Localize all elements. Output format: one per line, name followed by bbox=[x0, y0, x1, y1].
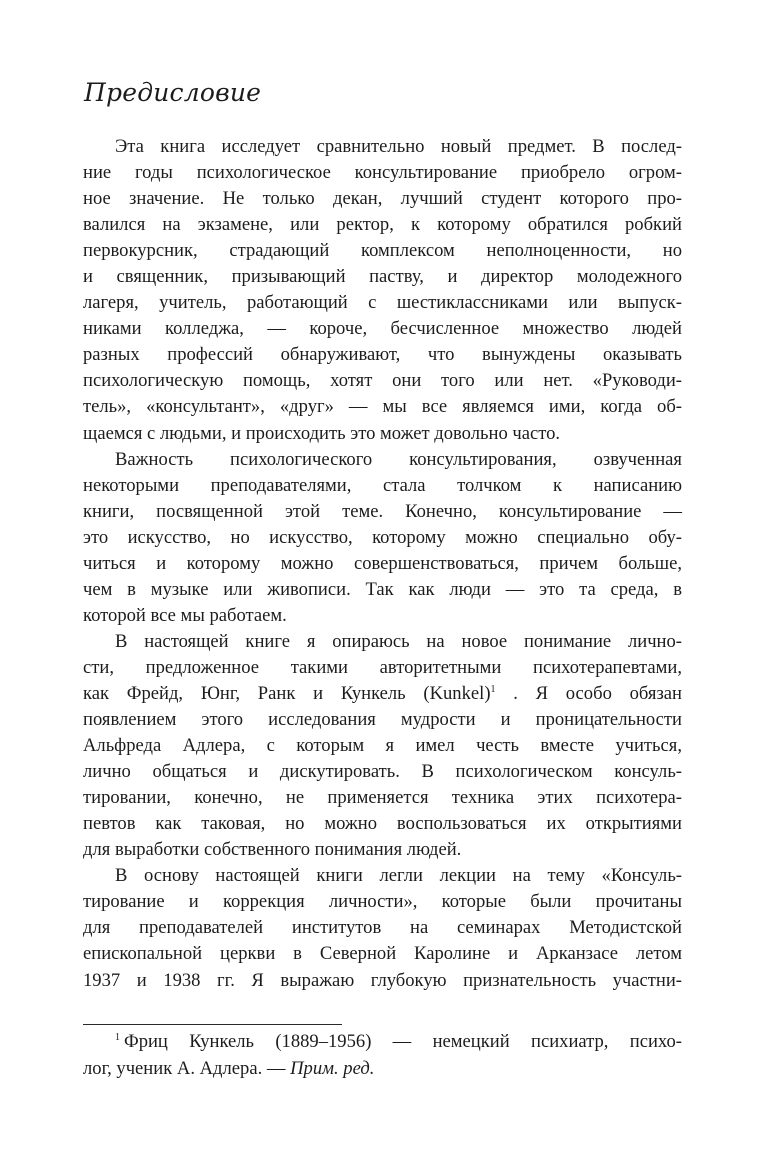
footnote-text: Фриц Кункель (1889–1956) — немецкий психиатр, психо- bbox=[124, 1031, 682, 1052]
text-line: ное значение. Не только декан, лучший студент которого про- bbox=[83, 188, 682, 210]
footnote-divider bbox=[83, 1024, 342, 1025]
footnote-text: лог, ученик А. Адлера. — bbox=[83, 1058, 291, 1079]
text-segment: . Я особо обязан bbox=[495, 682, 682, 704]
editor-note: Прим. ред. bbox=[290, 1058, 375, 1079]
text-line: для выработки собственного понимания людей. bbox=[83, 839, 462, 861]
text-segment: как Фрейд, Юнг, Ранк и Кункель (Kunkel) bbox=[83, 682, 491, 704]
footnote-line bbox=[83, 1028, 682, 1055]
text-line: никами колледжа, — короче, бесчисленное множество людей bbox=[83, 318, 682, 340]
text-line: разных профессий обнаруживают, что вынуждены оказывать bbox=[83, 344, 682, 366]
text-line: Альфреда Адлера, с которым я имел честь вместе учиться, bbox=[83, 735, 682, 757]
footnote bbox=[83, 1028, 682, 1082]
text-line: которой все мы работаем. bbox=[83, 604, 287, 626]
text-line: для преподавателей институтов на семинарах Методистской bbox=[83, 917, 682, 939]
text-line: лично общаться и дискутировать. В психологическом консуль- bbox=[83, 761, 682, 783]
footnote-marker: 1 bbox=[115, 1032, 120, 1043]
text-line: тировании, конечно, не применяется техника этих психотера- bbox=[83, 787, 682, 809]
text-line: книги, посвященной этой теме. Конечно, консультирование — bbox=[83, 500, 682, 522]
text-line: 1937 и 1938 гг. Я выражаю глубокую признательность участни- bbox=[83, 969, 682, 991]
text-line: это искусство, но искусство, которому можно специально обу- bbox=[83, 526, 682, 548]
text-line: некоторыми преподавателями, стала толчком к написанию bbox=[83, 474, 682, 496]
text-line: и священник, призывающий паству, и директор молодежного bbox=[83, 266, 682, 288]
text-line: читься и которому можно совершенствоваться, причем больше, bbox=[83, 552, 682, 574]
text-line-with-footnote bbox=[83, 681, 682, 707]
text-line: ние годы психологическое консультирование приобрело огром- bbox=[83, 162, 682, 184]
text-line: лагеря, учитель, работающий с шестиклассниками или выпуск- bbox=[83, 292, 682, 314]
text-line: епископальной церкви в Северной Каролине и Арканзасе летом bbox=[83, 943, 682, 965]
text-line: тель», «консультант», «друг» — мы все являемся ими, когда об- bbox=[83, 396, 682, 418]
text-line: появлением этого исследования мудрости и проницательности bbox=[83, 709, 682, 731]
text-line: сти, предложенное такими авторитетными психотерапевтами, bbox=[83, 656, 682, 678]
text-line: Эта книга исследует сравнительно новый предмет. В послед- bbox=[115, 136, 682, 157]
footnote-reference[interactable]: 1 bbox=[490, 683, 496, 695]
text-line: психологическую помощь, хотят они того или нет. «Руководи- bbox=[83, 370, 682, 392]
text-line: первокурсник, страдающий комплексом неполноценности, но bbox=[83, 240, 682, 262]
main-text bbox=[83, 134, 682, 994]
text-line: В основу настоящей книги легли лекции на тему «Консуль- bbox=[115, 865, 682, 887]
footnote-line bbox=[83, 1055, 682, 1082]
text-line: щаемся с людьми, и происходить это может довольно часто. bbox=[83, 422, 561, 444]
text-line: валился на экзамене, или ректор, к которому обратился робкий bbox=[83, 214, 682, 236]
chapter-heading: Предисловие bbox=[84, 78, 262, 107]
text-line: В настоящей книге я опираюсь на новое понимание лично- bbox=[115, 630, 682, 652]
text-line: певтов как таковая, но можно воспользоваться их открытиями bbox=[83, 813, 682, 835]
text-line: чем в музыке или живописи. Так как люди — это та среда, в bbox=[83, 578, 682, 600]
text-line: тирование и коррекция личности», которые были прочитаны bbox=[83, 891, 682, 913]
text-line: Важность психологического консультирования, озвученная bbox=[115, 448, 682, 470]
